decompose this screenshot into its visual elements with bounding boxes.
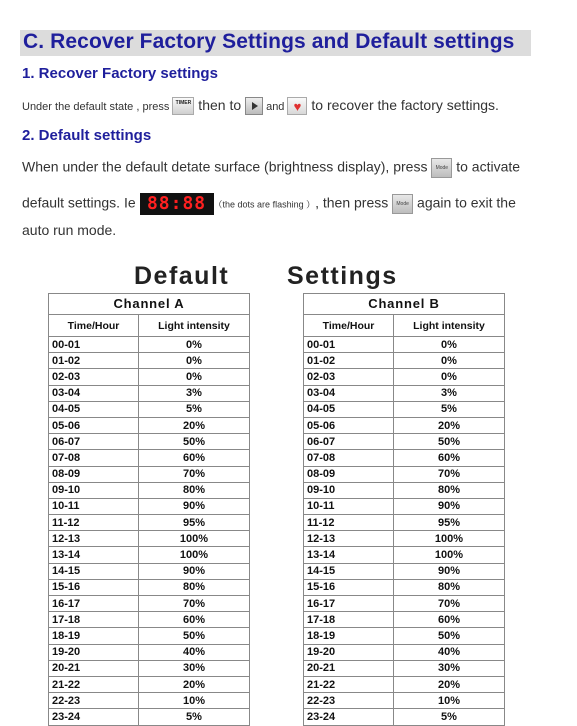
time-cell: 23-24: [304, 709, 394, 725]
line1-end-text: to activate: [452, 158, 521, 175]
table-row: [304, 531, 505, 547]
time-cell: 08-09: [49, 466, 139, 482]
time-cell: 04-05: [49, 401, 139, 417]
intensity-cell: 5%: [139, 709, 250, 725]
table-row: [304, 596, 505, 612]
table-row: [304, 482, 505, 498]
table-row: [49, 498, 250, 514]
recover-factory-instruction: [22, 97, 499, 115]
table-row: [49, 417, 250, 433]
table-row: [49, 515, 250, 531]
time-cell: 07-08: [49, 450, 139, 466]
instruction-text-then: then to: [194, 97, 246, 114]
intensity-cell: 70%: [394, 596, 505, 612]
time-cell: 08-09: [304, 466, 394, 482]
time-cell: 03-04: [49, 385, 139, 401]
intensity-cell: 95%: [394, 515, 505, 531]
intensity-cell: 0%: [139, 337, 250, 353]
table-row: [304, 401, 505, 417]
table-row: [49, 563, 250, 579]
channel-b-table: [303, 293, 505, 726]
intensity-cell: 50%: [394, 434, 505, 450]
table-row: [304, 693, 505, 709]
time-cell: 09-10: [304, 482, 394, 498]
table-row: [304, 563, 505, 579]
intensity-cell: 60%: [139, 450, 250, 466]
intensity-cell: 70%: [139, 466, 250, 482]
intensity-cell: 100%: [394, 547, 505, 563]
flashing-note: （the dots are flashing ）: [213, 199, 316, 210]
time-cell: 11-12: [304, 515, 394, 531]
table-row: [49, 596, 250, 612]
time-cell: 09-10: [49, 482, 139, 498]
table-row: [304, 369, 505, 385]
intensity-cell: 80%: [394, 482, 505, 498]
default-settings-line-2: [22, 193, 516, 215]
instruction-text-before: Under the default state , press: [22, 101, 173, 114]
time-cell: 04-05: [304, 401, 394, 417]
time-cell: 14-15: [49, 563, 139, 579]
intensity-cell: 100%: [139, 547, 250, 563]
intensity-cell: 50%: [139, 628, 250, 644]
table-row: [49, 482, 250, 498]
time-cell: 06-07: [304, 434, 394, 450]
intensity-cell: 0%: [139, 353, 250, 369]
intensity-cell: 95%: [139, 515, 250, 531]
table-row: [304, 498, 505, 514]
table-row: [304, 515, 505, 531]
intensity-cell: 10%: [394, 693, 505, 709]
intensity-cell: 60%: [394, 450, 505, 466]
table-row: [49, 693, 250, 709]
table-row: [304, 417, 505, 433]
intensity-cell: 40%: [394, 644, 505, 660]
instruction-text-after: to recover the factory settings.: [307, 97, 499, 114]
time-cell: 03-04: [304, 385, 394, 401]
intensity-cell: 90%: [139, 498, 250, 514]
intensity-cell: 3%: [394, 385, 505, 401]
channel-b-title: Channel B: [304, 294, 505, 315]
intensity-cell: 80%: [139, 579, 250, 595]
default-settings-heading: 2. Default settings: [22, 127, 152, 144]
time-cell: 13-14: [304, 547, 394, 563]
table-row: [304, 709, 505, 725]
play-button-icon: [245, 97, 263, 115]
timer-button-icon: TIMER: [172, 97, 194, 115]
table-row: [304, 547, 505, 563]
intensity-cell: 20%: [394, 417, 505, 433]
table-row: [304, 676, 505, 692]
section-header-bar: [20, 30, 531, 56]
intensity-cell: 70%: [394, 466, 505, 482]
table-row: [304, 337, 505, 353]
time-cell: 15-16: [49, 579, 139, 595]
time-cell: 16-17: [49, 596, 139, 612]
intensity-cell: 60%: [139, 612, 250, 628]
time-cell: 22-23: [304, 693, 394, 709]
table-row: [304, 434, 505, 450]
intensity-cell: 60%: [394, 612, 505, 628]
table-row: [304, 450, 505, 466]
time-cell: 13-14: [49, 547, 139, 563]
light-intensity-header: Light intensity: [394, 315, 505, 337]
table-row: [49, 644, 250, 660]
table-row: [49, 579, 250, 595]
time-cell: 21-22: [304, 676, 394, 692]
channel-a-title: Channel A: [49, 294, 250, 315]
time-cell: 18-19: [49, 628, 139, 644]
line2-mid-text: , then press: [315, 194, 393, 211]
intensity-cell: 20%: [394, 676, 505, 692]
default-word: Default: [134, 262, 230, 290]
intensity-cell: 3%: [139, 385, 250, 401]
table-row: [304, 385, 505, 401]
table-row: [49, 337, 250, 353]
intensity-cell: 40%: [139, 644, 250, 660]
table-row: [49, 676, 250, 692]
time-cell: 02-03: [304, 369, 394, 385]
intensity-cell: 0%: [394, 369, 505, 385]
time-cell: 01-02: [304, 353, 394, 369]
table-row: [49, 612, 250, 628]
table-row: [49, 434, 250, 450]
intensity-cell: 30%: [394, 660, 505, 676]
time-cell: 20-21: [304, 660, 394, 676]
intensity-cell: 90%: [394, 563, 505, 579]
table-row: [49, 353, 250, 369]
light-intensity-header: Light intensity: [139, 315, 250, 337]
time-cell: 05-06: [304, 417, 394, 433]
time-cell: 07-08: [304, 450, 394, 466]
time-cell: 21-22: [49, 676, 139, 692]
intensity-cell: 10%: [139, 693, 250, 709]
time-cell: 06-07: [49, 434, 139, 450]
table-row: [304, 579, 505, 595]
intensity-cell: 20%: [139, 417, 250, 433]
intensity-cell: 20%: [139, 676, 250, 692]
table-row: [304, 660, 505, 676]
intensity-cell: 90%: [394, 498, 505, 514]
line2-end-text: again to exit the: [413, 194, 516, 211]
channel-a-table: [48, 293, 250, 726]
time-hour-header: Time/Hour: [49, 315, 139, 337]
intensity-cell: 90%: [139, 563, 250, 579]
intensity-cell: 50%: [139, 434, 250, 450]
time-cell: 00-01: [304, 337, 394, 353]
intensity-cell: 30%: [139, 660, 250, 676]
time-cell: 10-11: [49, 498, 139, 514]
time-cell: 20-21: [49, 660, 139, 676]
time-cell: 11-12: [49, 515, 139, 531]
line1-text: When under the default detate surface (brightness display), press: [22, 158, 432, 175]
table-row: [49, 531, 250, 547]
time-cell: 12-13: [49, 531, 139, 547]
table-row: [49, 401, 250, 417]
led-display-icon: 88:88: [140, 193, 214, 215]
intensity-cell: 100%: [394, 531, 505, 547]
instruction-text-and: and: [263, 101, 288, 114]
intensity-cell: 0%: [394, 337, 505, 353]
time-cell: 23-24: [49, 709, 139, 725]
time-cell: 19-20: [304, 644, 394, 660]
table-row: [49, 466, 250, 482]
mode-button-icon: Mode: [431, 158, 452, 178]
time-cell: 12-13: [304, 531, 394, 547]
time-cell: 19-20: [49, 644, 139, 660]
table-row: [49, 660, 250, 676]
intensity-cell: 100%: [139, 531, 250, 547]
time-cell: 15-16: [304, 579, 394, 595]
table-row: [304, 353, 505, 369]
default-settings-line-3: auto run mode.: [22, 222, 117, 238]
intensity-cell: 80%: [394, 579, 505, 595]
intensity-cell: 0%: [394, 353, 505, 369]
table-row: [49, 547, 250, 563]
mode-button-icon: Mode: [392, 194, 413, 214]
heart-button-icon: ♥: [287, 97, 307, 115]
time-cell: 01-02: [49, 353, 139, 369]
settings-word: Settings: [287, 262, 398, 290]
time-cell: 10-11: [304, 498, 394, 514]
time-hour-header: Time/Hour: [304, 315, 394, 337]
intensity-cell: 5%: [394, 401, 505, 417]
time-cell: 14-15: [304, 563, 394, 579]
time-cell: 02-03: [49, 369, 139, 385]
time-cell: 22-23: [49, 693, 139, 709]
table-row: [49, 628, 250, 644]
table-row: [304, 644, 505, 660]
table-row: [49, 385, 250, 401]
table-row: [304, 628, 505, 644]
table-row: [49, 369, 250, 385]
intensity-cell: 5%: [394, 709, 505, 725]
time-cell: 00-01: [49, 337, 139, 353]
table-row: [304, 612, 505, 628]
time-cell: 16-17: [304, 596, 394, 612]
intensity-cell: 50%: [394, 628, 505, 644]
time-cell: 18-19: [304, 628, 394, 644]
table-row: [49, 450, 250, 466]
time-cell: 17-18: [49, 612, 139, 628]
intensity-cell: 80%: [139, 482, 250, 498]
recover-factory-heading: 1. Recover Factory settings: [22, 65, 218, 82]
intensity-cell: 70%: [139, 596, 250, 612]
default-settings-line-1: [22, 158, 520, 178]
table-row: [304, 466, 505, 482]
line2-start-text: default settings. Ie: [22, 194, 140, 211]
time-cell: 05-06: [49, 417, 139, 433]
intensity-cell: 5%: [139, 401, 250, 417]
intensity-cell: 0%: [139, 369, 250, 385]
time-cell: 17-18: [304, 612, 394, 628]
section-title: C. Recover Factory Settings and Default settings: [23, 30, 515, 53]
table-row: [49, 709, 250, 725]
